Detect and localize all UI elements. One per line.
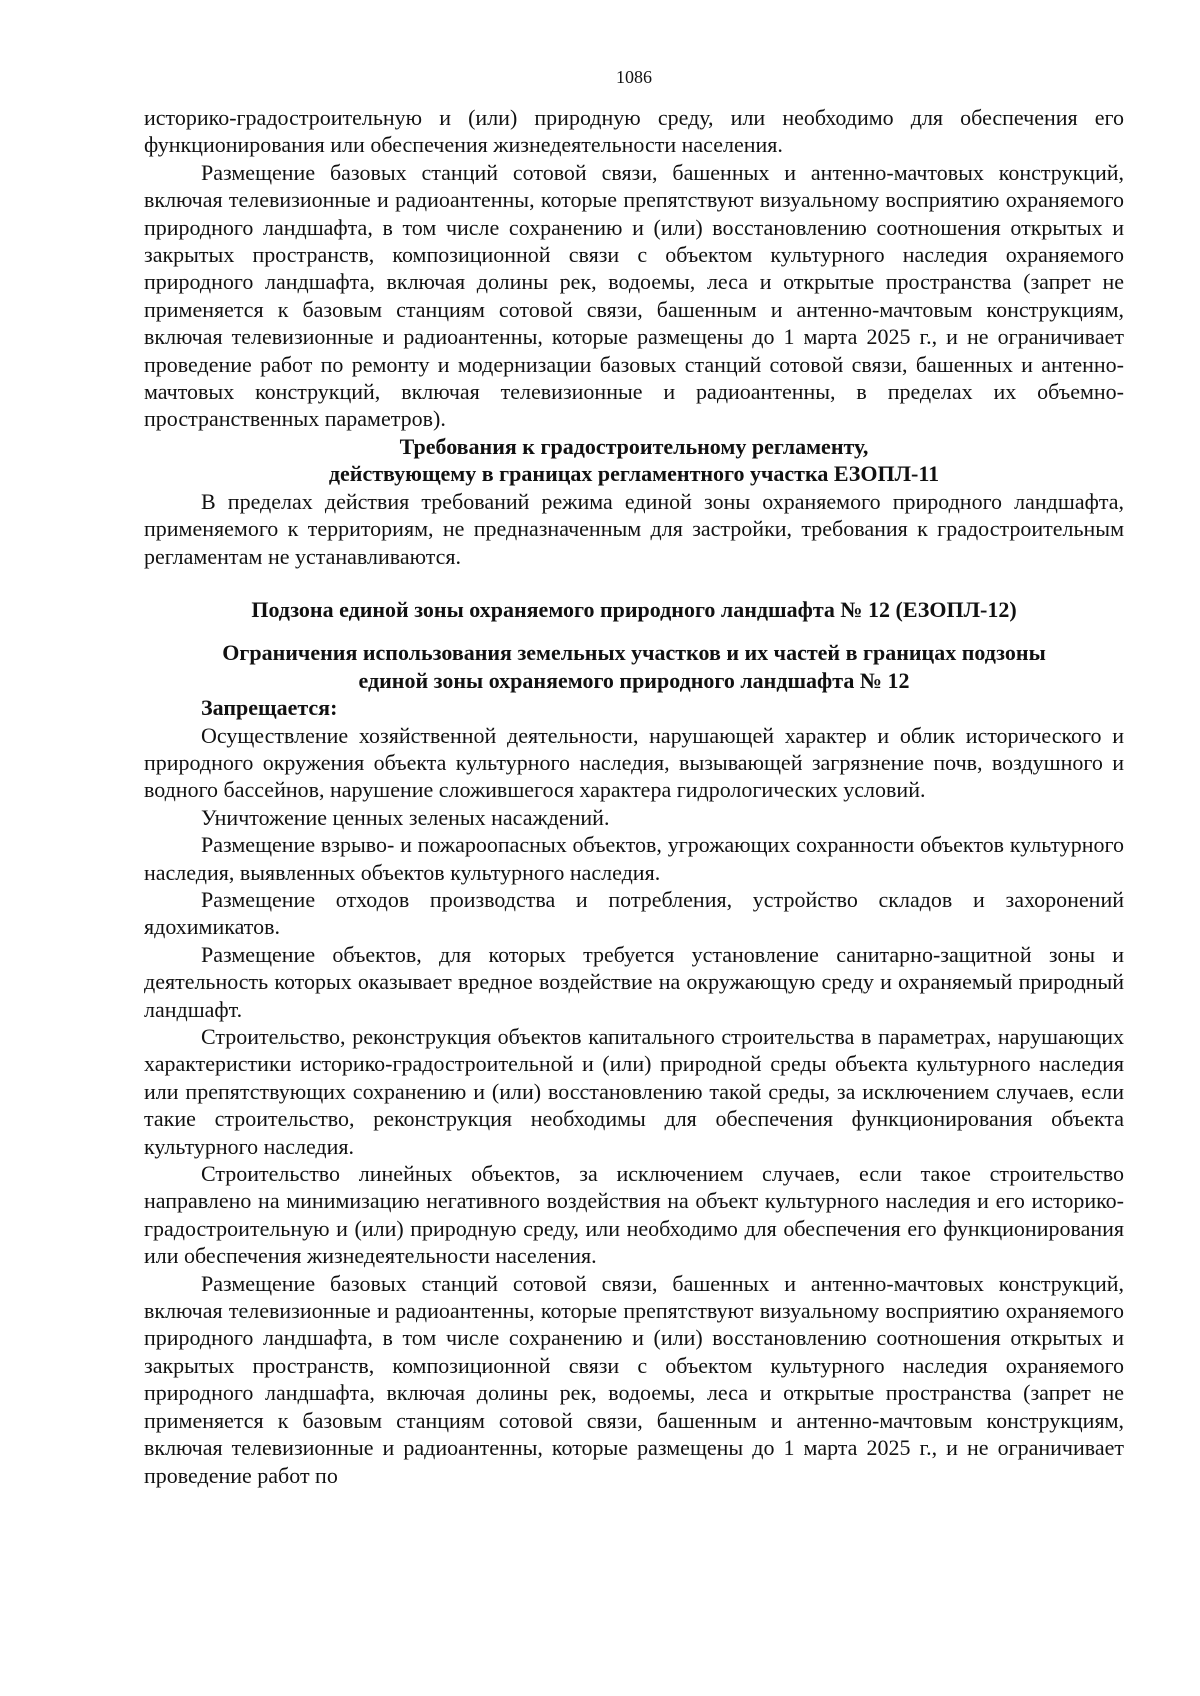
- page-number: 1086: [616, 67, 652, 87]
- forbidden-label: Запрещается:: [201, 695, 338, 721]
- document-page: [144, 66, 1124, 1489]
- subzone-heading: Подзона единой зоны охраняемого природного ландшафта № 12 (ЕЗОПЛ-12): [251, 596, 1017, 622]
- forbidden-item: Размещение отходов производства и потребления, устройство складов и захоронений ядохимикатов.: [144, 886, 1124, 940]
- regulation-paragraph: В пределах действия требований режима единой зоны охраняемого природного ландшафта, применяемого к территориям, не предназначенным для застройки, требования к градостроительным регламентам не устанавливаются.: [144, 488, 1124, 569]
- forbidden-item: Осуществление хозяйственной деятельности, нарушающей характер и облик исторического и природного окружения объекта культурного наследия, вызывающей загрязнение почв, воздушного и водного бассейнов, нарушение сложившегося характера гидрологических условий.: [144, 722, 1124, 803]
- forbidden-item: Размещение взрыво- и пожароопасных объектов, угрожающих сохранности объектов культурного наследия, выявленных объектов культурного наследия.: [144, 832, 1124, 885]
- regulation-heading-line-1: Требования к градостроительному регламенту,: [399, 433, 869, 459]
- forbidden-item: Размещение базовых станций сотовой связи, башенных и антенно-мачтовых конструкций, включая телевизионные и радиоантенны, которые препятствуют визуальному восприятию охраняемого природного ландшафта, в том числе сохранению и (или) восстановлению соотношения открытых и закрытых пространств, композиционной связи с объектом культурного наследия охраняемого природного ландшафта, включая долины рек, водоемы, леса и открытые пространства (запрет не применяется к базовым станциям сотовой связи, башенным и антенно-мачтовым конструкциям, включая телевизионные и радиоантенны, которые размещены до 1 марта 2025 г., и не ограничивает проведение работ по: [144, 1270, 1124, 1488]
- restrictions-heading-line-1: Ограничения использования земельных участков и их частей в границах подзоны: [222, 640, 1046, 666]
- forbidden-item: Размещение объектов, для которых требуется установление санитарно-защитной зоны и деятельность которых оказывает вредное воздействие на окружающую среду и охраняемый природный ландшафт.: [144, 941, 1124, 1022]
- forbidden-item: Уничтожение ценных зеленых насаждений.: [201, 804, 610, 830]
- forbidden-item: Строительство, реконструкция объектов капитального строительства в параметрах, нарушающих характеристики историко-градостроительной и (или) природной среды объекта культурного наследия или препятствующих сохранению и (или) восстановлению такой среды, за исключением случаев, если такие строительство, реконструкция необходимы для обеспечения функционирования объекта культурного наследия.: [144, 1024, 1124, 1159]
- paragraph-base-stations: Размещение базовых станций сотовой связи, башенных и антенно-мачтовых конструкций, включая телевизионные и радиоантенны, которые препятствуют визуальному восприятию охраняемого природного ландшафта, в том числе сохранению и (или) восстановлению соотношения открытых и закрытых пространств, композиционной связи с объектом культурного наследия охраняемого природного ландшафта, включая долины рек, водоемы, леса и открытые пространства (запрет не применяется к базовым станциям сотовой связи, башенным и антенно-мачтовым конструкциям, включая телевизионные и радиоантенны, которые размещены до 1 марта 2025 г., и не ограничивает проведение работ по ремонту и модернизации базовых станций сотовой связи, башенных и антенно-мачтовых конструкций, включая телевизионные и радиоантенны, в пределах их объемно-пространственных параметров).: [144, 159, 1124, 432]
- forbidden-item: Строительство линейных объектов, за исключением случаев, если такое строительство направлено на минимизацию негативного воздействия на объект культурного наследия и его историко-градостроительную и (или) природную среду, или необходимо для обеспечения его функционирования или обеспечения жизнедеятельности населения.: [144, 1161, 1124, 1269]
- regulation-heading-line-2: действующему в границах регламентного участка ЕЗОПЛ-11: [328, 461, 940, 487]
- restrictions-heading-line-2: единой зоны охраняемого природного ландшафта № 12: [358, 667, 910, 693]
- paragraph-continuation: историко-градостроительную и (или) природную среду, или необходимо для обеспечения его функционирования или обеспечения жизнедеятельности населения.: [144, 105, 1124, 158]
